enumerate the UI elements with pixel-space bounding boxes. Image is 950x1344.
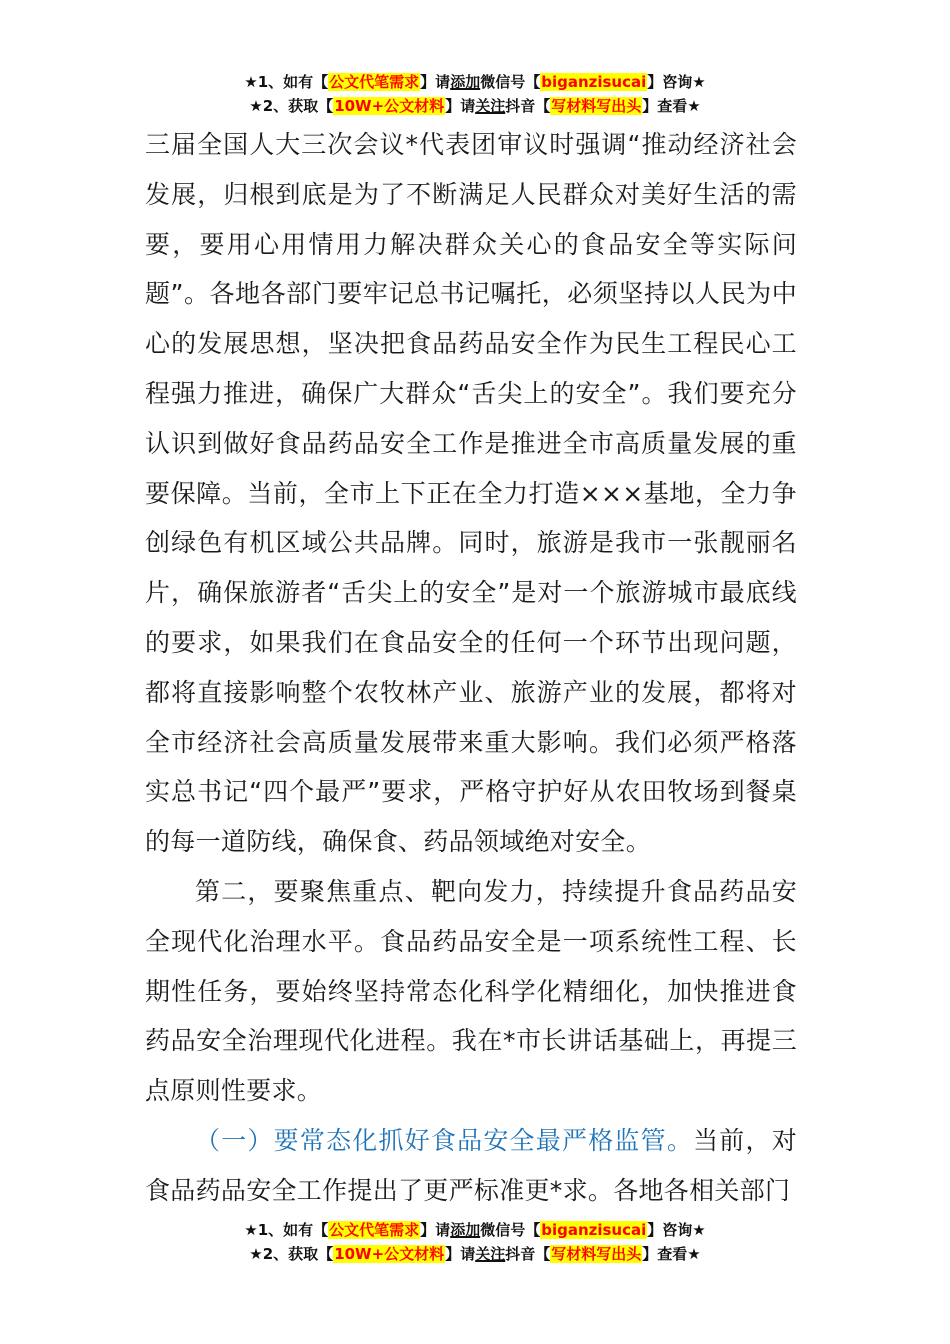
- paragraph-3: [145, 1116, 797, 1216]
- banner-text: 抖音【: [505, 1245, 551, 1263]
- banner-highlight: 公文代笔需求: [329, 73, 420, 91]
- banner-text: ★2、获取【: [249, 1245, 334, 1263]
- banner-text: 】请: [420, 1221, 451, 1239]
- banner-underline: 关注: [475, 1245, 506, 1263]
- banner-highlight: biganzisucai: [541, 1221, 647, 1239]
- banner-text: 微信号【: [480, 1221, 541, 1239]
- banner-line-2: [0, 94, 950, 118]
- banner-text: 】咨询★: [647, 73, 706, 91]
- banner-text: ★1、如有【: [244, 73, 329, 91]
- banner-text: 】请: [445, 97, 476, 115]
- section-heading: （一）要常态化抓好食品安全最严格监管。: [195, 1125, 694, 1155]
- banner-underline: 关注: [475, 97, 506, 115]
- banner-text: 抖音【: [505, 97, 551, 115]
- banner-text: 】请: [445, 1245, 476, 1263]
- banner-highlight: 10W+公文材料: [334, 1245, 445, 1263]
- banner-line-1: [0, 70, 950, 94]
- banner-underline: 添加: [450, 73, 481, 91]
- banner-text: ★1、如有【: [244, 1221, 329, 1239]
- banner-highlight: 写材料写出头: [551, 97, 642, 115]
- banner-text: 】咨询★: [647, 1221, 706, 1239]
- banner-text: 】查看★: [642, 1245, 701, 1263]
- banner-line-2: [0, 1242, 950, 1266]
- document-body: [145, 120, 797, 1216]
- banner-highlight: 10W+公文材料: [334, 97, 445, 115]
- banner-underline: 添加: [450, 1221, 481, 1239]
- banner-text: 微信号【: [480, 73, 541, 91]
- banner-text: 】查看★: [642, 97, 701, 115]
- paragraph-2: 第二，要聚焦重点、靶向发力，持续提升食品药品安全现代化治理水平。食品药品安全是一项系统性工程、长期性任务，要始终坚持常态化科学化精细化，加快推进食药品安全治理现代化进程。我在*市长讲话基础上，再提三点原则性要求。: [145, 876, 797, 1106]
- footer-banner: [0, 1218, 950, 1266]
- banner-highlight: 写材料写出头: [551, 1245, 642, 1263]
- banner-text: ★2、获取【: [249, 97, 334, 115]
- paragraph-3-text: 当前，对食品药品安全工作提出了更严标准更*求。各地各相关部门: [145, 1125, 798, 1205]
- header-banner: [0, 70, 950, 118]
- banner-line-1: [0, 1218, 950, 1242]
- paragraph-1: 三届全国人大三次会议*代表团审议时强调“推动经济社会发展，归根到底是为了不断满足人民群众对美好生活的需要，要用心用情用力解决群众关心的食品安全等实际问题”。各地各部门要牢记总书记嘱托，必须坚持以人民为中心的发展思想，坚决把食品药品安全作为民生工程民心工程强力推进，确保广大群众“舌尖上的安全”。我们要充分认识到做好食品药品安全工作是推进全市高质量发展的重要保障。当前，全市上下正在全力打造×××基地，全力争创绿色有机区域公共品牌。同时，旅游是我市一张靓丽名片，确保旅游者“舌尖上的安全”是对一个旅游城市最底线的要求，如果我们在食品安全的任何一个环节出现问题，都将直接影响整个农牧林产业、旅游产业的发展，都将对全市经济社会高质量发展带来重大影响。我们必须严格落实总书记“四个最严”要求，严格守护好从农田牧场到餐桌的每一道防线，确保食、药品领域绝对安全。: [145, 130, 797, 857]
- banner-highlight: 公文代笔需求: [329, 1221, 420, 1239]
- banner-text: 】请: [420, 73, 451, 91]
- banner-highlight: biganzisucai: [541, 73, 647, 91]
